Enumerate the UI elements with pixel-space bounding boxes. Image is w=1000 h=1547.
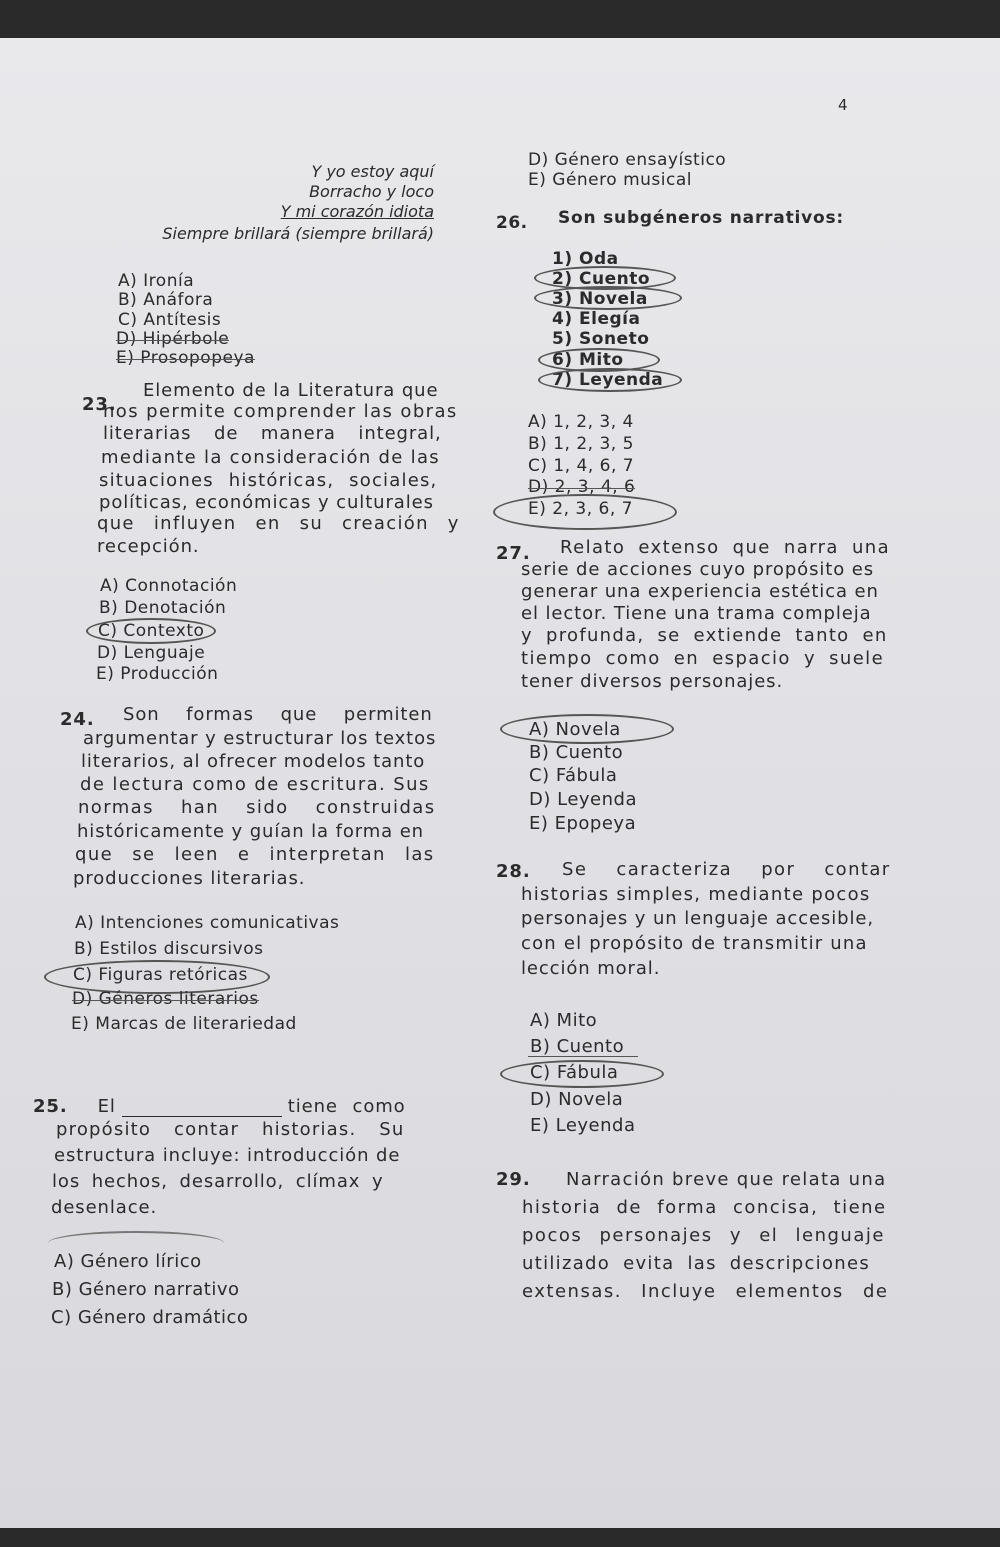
stem-line: que influyen en su creación y (97, 513, 460, 534)
answer-underline (528, 1056, 638, 1057)
option-a[interactable]: A) Género lírico (54, 1251, 202, 1272)
option-d[interactable]: D) Lenguaje (97, 643, 206, 663)
stem-line: los hechos, desarrollo, clímax y (52, 1171, 384, 1192)
stem-line: propósito contar historias. Su (56, 1119, 405, 1140)
stem-after-blank: tiene como (287, 1096, 406, 1117)
question-number: 29. (496, 1169, 531, 1190)
question-stem: Son subgéneros narrativos: (558, 208, 845, 228)
stem-line: generar una experiencia estética en (521, 581, 879, 602)
option-b[interactable]: B) Cuento (530, 1036, 625, 1057)
option-c[interactable]: C) Fábula (530, 1062, 619, 1083)
stem-line: estructura incluye: introducción de (54, 1145, 401, 1166)
stem-line: con el propósito de transmitir una (521, 933, 868, 954)
option-e[interactable]: E) Producción (96, 664, 219, 684)
option-d[interactable]: D) Géneros literarios (72, 989, 259, 1009)
option-c[interactable]: C) Contexto (98, 621, 205, 641)
list-item: 6) Mito (552, 350, 624, 370)
option-e[interactable]: E) Marcas de literariedad (71, 1014, 297, 1034)
stem-line: tiempo como en espacio y suele (521, 648, 885, 669)
option-e[interactable]: E) Género musical (528, 170, 692, 190)
stem-line: personajes y un lenguaje accesible, (521, 908, 874, 929)
stem-line: recepción. (97, 536, 200, 557)
list-item: 4) Elegía (552, 309, 641, 329)
option-d[interactable]: D) Hipérbole (116, 329, 230, 349)
stem-line: Elemento de la Literatura que (143, 380, 439, 401)
option-c[interactable]: C) 1, 4, 6, 7 (528, 456, 635, 476)
stem-line: producciones literarias. (73, 868, 306, 889)
stem-line: que se leen e interpretan las (75, 844, 435, 865)
list-item: 5) Soneto (552, 329, 650, 349)
stem-line: históricamente y guían la forma en (77, 821, 424, 842)
list-item: 1) Oda (552, 249, 619, 269)
option-a[interactable]: A) Mito (530, 1010, 598, 1031)
option-b[interactable]: B) Denotación (99, 598, 227, 618)
stem-line: situaciones históricas, sociales, (99, 470, 438, 491)
poem-line: Y mi corazón idiota (280, 202, 434, 221)
stem-line: Narración breve que relata una (566, 1169, 887, 1190)
stem-line: Son formas que permiten (123, 704, 433, 725)
option-b[interactable]: B) Cuento (529, 742, 624, 763)
option-a[interactable]: A) Novela (529, 719, 621, 740)
exam-page (0, 38, 1000, 1528)
option-a[interactable]: A) Ironía (118, 271, 195, 291)
option-e[interactable]: E) Epopeya (529, 813, 637, 834)
stem-line: historias simples, mediante pocos (521, 884, 871, 905)
list-item: 7) Leyenda (552, 370, 664, 390)
stem-line: extensas. Incluye elementos de (522, 1281, 889, 1302)
stem-line: Relato extenso que narra una (560, 537, 891, 558)
stem-line: el lector. Tiene una trama compleja (521, 603, 872, 624)
stem-line: utilizado evita las descripciones (522, 1253, 871, 1274)
answer-mark (48, 1231, 224, 1255)
option-c[interactable]: C) Fábula (529, 765, 618, 786)
stem-line: desenlace. (51, 1197, 158, 1218)
list-item: 2) Cuento (552, 269, 651, 289)
option-e[interactable]: E) Leyenda (530, 1115, 636, 1136)
option-d[interactable]: D) Leyenda (529, 789, 637, 810)
option-a[interactable]: A) Intenciones comunicativas (75, 913, 340, 933)
option-b[interactable]: B) 1, 2, 3, 5 (528, 434, 634, 454)
question-number: 28. (496, 861, 531, 882)
stem-line: lección moral. (521, 958, 661, 979)
stem-line: de lectura como de escritura. Sus (80, 774, 430, 795)
list-item: 3) Novela (552, 289, 648, 309)
option-d[interactable]: D) Género ensayístico (528, 150, 727, 170)
stem-line: historia de forma concisa, tiene (522, 1197, 887, 1218)
poem-line: Borracho y loco (309, 182, 434, 201)
question-number: 24. (60, 709, 95, 730)
stem-line: políticas, económicas y culturales (99, 492, 434, 513)
page-number: 4 (838, 96, 849, 114)
stem-line: literarias de manera integral, (103, 423, 442, 444)
option-a[interactable]: A) 1, 2, 3, 4 (528, 412, 634, 432)
option-e[interactable]: E) Prosopopeya (116, 348, 255, 368)
stem-line: nos permite comprender las obras (103, 401, 458, 422)
option-c[interactable]: C) Género dramático (51, 1307, 249, 1328)
question-number: 23. (82, 394, 117, 415)
stem-line: argumentar y estructurar los textos (83, 728, 437, 749)
option-d[interactable]: D) 2, 3, 4, 6 (528, 477, 636, 497)
option-e[interactable]: E) 2, 3, 6, 7 (528, 499, 633, 519)
option-d[interactable]: D) Novela (530, 1089, 624, 1110)
option-c[interactable]: C) Antítesis (118, 310, 222, 330)
stem-line: pocos personajes y el lenguaje (522, 1225, 885, 1246)
stem-line: y profunda, se extiende tanto en (521, 625, 888, 646)
option-a[interactable]: A) Connotación (100, 576, 238, 596)
stem-line: serie de acciones cuyo propósito es (521, 559, 874, 580)
question-number: 27. (496, 543, 531, 564)
stem-line: normas han sido construidas (78, 797, 436, 818)
poem-line: Siempre brillará (siempre brillará) (162, 224, 434, 243)
stem-line: mediante la consideración de las (101, 447, 440, 468)
stem-line: Se caracteriza por contar (562, 859, 891, 880)
stem-line: literarios, al ofrecer modelos tanto (81, 751, 426, 772)
option-b[interactable]: B) Género narrativo (52, 1279, 240, 1300)
fill-in-blank[interactable] (122, 1098, 282, 1117)
poem-line: Y yo estoy aquí (311, 162, 434, 181)
question-number: 25. (33, 1096, 68, 1117)
stem-start: El (97, 1096, 116, 1117)
question-number: 26. (496, 213, 528, 233)
question-stem-first-line (33, 1096, 406, 1117)
option-c[interactable]: C) Figuras retóricas (73, 965, 248, 985)
stem-line: tener diversos personajes. (521, 671, 784, 692)
option-b[interactable]: B) Anáfora (118, 290, 214, 310)
option-b[interactable]: B) Estilos discursivos (74, 939, 264, 959)
